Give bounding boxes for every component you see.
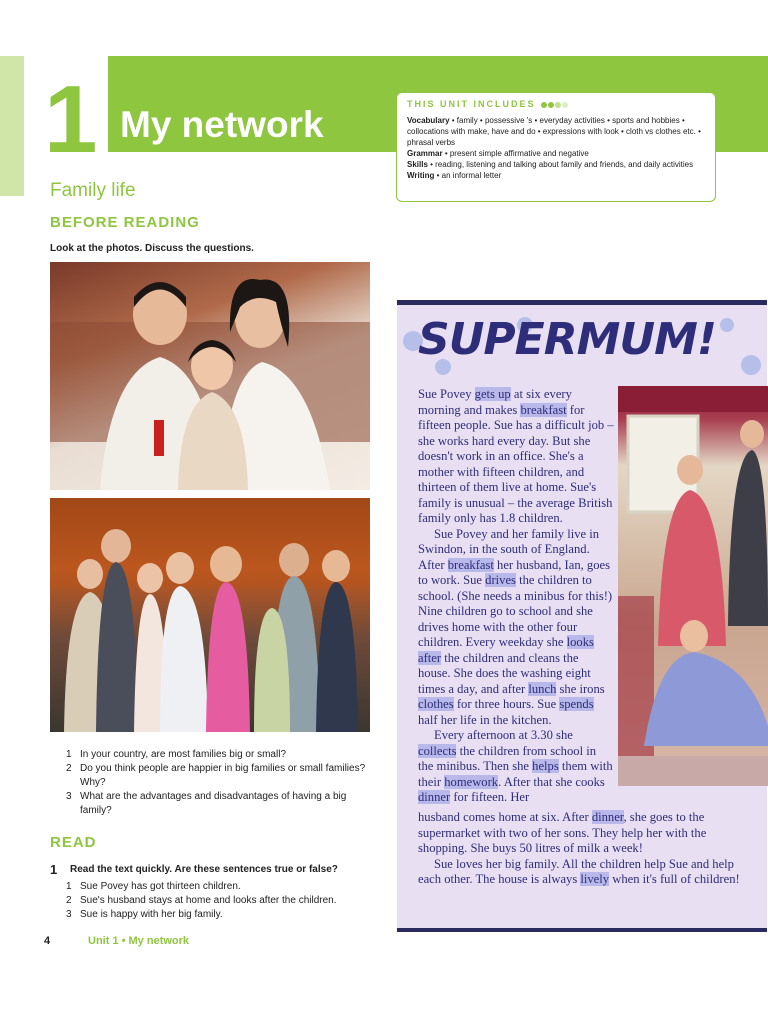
- task-number: 1: [50, 862, 58, 877]
- family-photo-small-illustration: [50, 262, 370, 490]
- progress-dot: [562, 102, 568, 108]
- includes-skills: Skills • reading, listening and talking about family and friends, and daily activities: [407, 160, 694, 169]
- boys-photo: [618, 386, 768, 786]
- highlighted-word: dinner: [418, 790, 451, 804]
- article-paragraph: husband comes home at six. After dinner, she goes to the supermarket with two of her sons. They help her with the shopping. She buys 50 litres of milk a week!: [418, 810, 707, 855]
- big-family-photo-illustration: [50, 498, 370, 732]
- unit-includes-box: [396, 92, 716, 202]
- progress-dot: [548, 102, 554, 108]
- unit-title: My network: [120, 104, 324, 145]
- family-photo-small: [50, 262, 370, 490]
- boys-photo-illustration: [618, 386, 768, 786]
- includes-heading: THIS UNIT INCLUDES: [407, 99, 705, 109]
- discussion-questions: [66, 748, 366, 818]
- list-item: 2 Sue's husband stays at home and looks after the children.: [66, 895, 337, 906]
- list-item: 3 What are the advantages and disadvantages of having a big family?: [66, 791, 347, 816]
- section-subtitle: Family life: [50, 180, 136, 201]
- includes-vocabulary: Vocabulary • family • possessive 's • everyday activities • sports and hobbies • collocations with make, have and do • expressions with look • cloth vs clothes etc. • phrasal verbs: [407, 116, 701, 147]
- article-paragraph: Sue Povey and her family live in Swindon, in the south of England. After breakfast her husband, Ian, goes to work. Sue drives the children to school. (She needs a minibus for this!) Nine children go to school and she drives home with the other four children. Every weekday she looks after the children and cleans the house. She does the washing eight times a day, and after lunch she irons clothes for three hours. Sue spends half her life in the kitchen.: [418, 526, 613, 727]
- article-title: SUPERMUM!: [418, 314, 716, 365]
- highlighted-word: dinner: [591, 810, 624, 824]
- highlighted-word: gets up: [474, 387, 511, 401]
- highlighted-word: breakfast: [520, 402, 567, 417]
- highlighted-word: helps: [532, 759, 559, 773]
- unit-number: 1: [44, 66, 98, 173]
- article-text-full-width: [418, 810, 758, 888]
- true-false-statements: [66, 880, 376, 922]
- footer-unit-label: Unit 1 • My network: [88, 935, 190, 947]
- highlighted-word: spends: [559, 697, 594, 711]
- read-heading: READ: [50, 834, 97, 851]
- big-family-photo: [50, 498, 370, 732]
- progress-dot: [555, 102, 561, 108]
- highlighted-word: clothes: [418, 697, 454, 711]
- before-reading-instruction: Look at the photos. Discuss the questions.: [50, 243, 254, 254]
- list-item: 2 Do you think people are happier in big families or small families? Why?: [66, 763, 366, 788]
- list-item: 3 Sue is happy with her big family.: [66, 909, 223, 920]
- page-number: 4: [44, 935, 51, 947]
- article-text-column: [418, 387, 614, 806]
- highlighted-word: lively: [580, 872, 610, 886]
- highlighted-word: drives: [485, 573, 516, 587]
- includes-grammar: Grammar • present simple affirmative and negative: [407, 149, 589, 158]
- highlighted-word: looks after: [418, 635, 594, 665]
- includes-writing: Writing • an informal letter: [407, 171, 502, 180]
- highlighted-word: breakfast: [447, 557, 494, 572]
- article-paragraph: Sue Povey gets up at six every morning and makes breakfast for fifteen people. Sue has a difficult job – she works hard every day. But she doesn't work in an office. She's a mother with fifteen children, and thirteen of them live at home. Sue's family is unusual – the average British family only has 1.8 children.: [418, 387, 614, 525]
- article-paragraph: Every afternoon at 3.30 she collects the children from school in the minibus. Then she helps them with their homework. After that she cooks dinner for fifteen. Her: [418, 728, 613, 804]
- highlighted-word: lunch: [528, 681, 557, 696]
- list-item: 1 In your country, are most families big or small?: [66, 749, 287, 760]
- progress-dots: [540, 99, 568, 109]
- task-instruction: Read the text quickly. Are these sentences true or false?: [70, 864, 338, 875]
- list-item: 1 Sue Povey has got thirteen children.: [66, 881, 241, 892]
- highlighted-word: collects: [418, 743, 457, 758]
- highlighted-word: homework: [444, 774, 499, 789]
- progress-dot: [541, 102, 547, 108]
- article-paragraph: Sue loves her big family. All the children help Sue and help each other. The house is always lively when it's full of children!: [418, 856, 740, 886]
- before-reading-heading: BEFORE READING: [50, 214, 200, 231]
- unit-side-stripe: [0, 56, 24, 196]
